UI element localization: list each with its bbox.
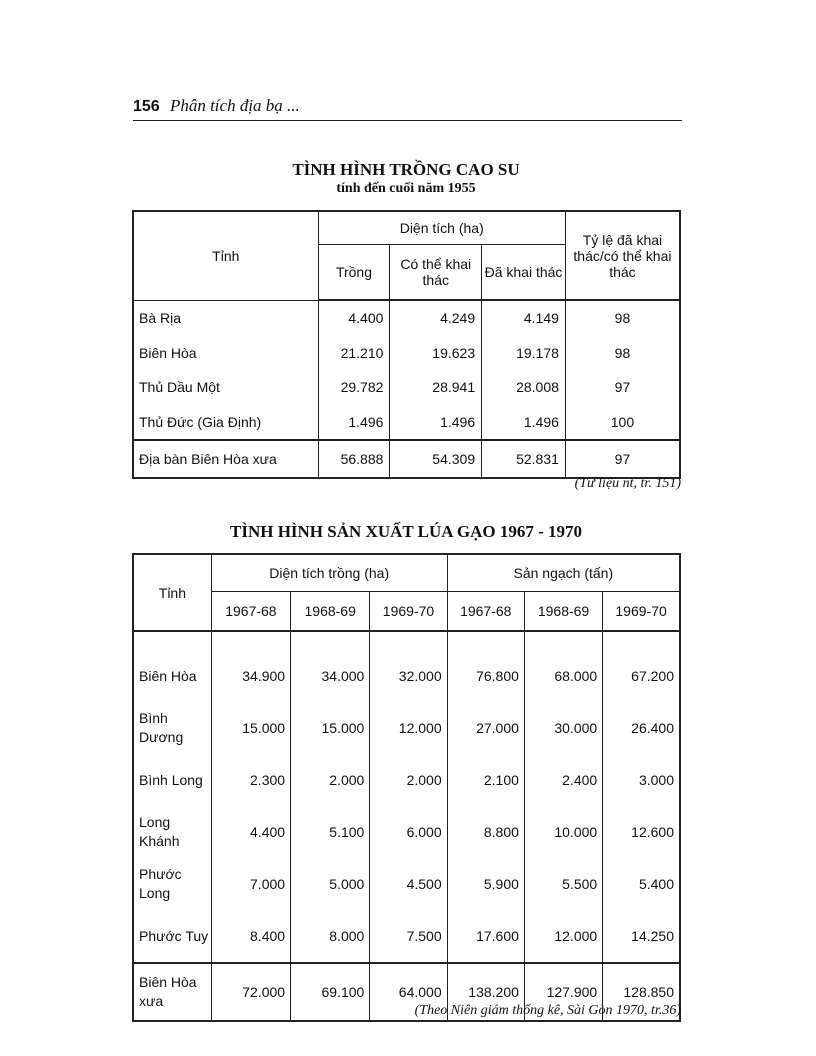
rice-table-title: TÌNH HÌNH SẢN XUẤT LÚA GẠO 1967 - 1970: [229, 522, 582, 541]
header-year: 1968-69: [291, 592, 370, 632]
exploitable-cell: 54.309: [390, 440, 482, 478]
table-row: [133, 754, 680, 806]
value-cell: 5.500: [524, 858, 602, 910]
row-name: Bà Rịa: [133, 300, 318, 336]
value-cell: 5.900: [447, 858, 524, 910]
exploitable-cell: 19.623: [390, 336, 482, 371]
header-year: 1967-68: [447, 592, 524, 632]
header-exploitable: Có thể khai thác: [390, 245, 482, 301]
value-cell: 12.000: [370, 702, 447, 754]
header-output-group: Sản ngạch (tấn): [447, 554, 680, 592]
value-cell: 2.000: [370, 754, 447, 806]
table-row: [133, 300, 680, 336]
header-year: 1967-68: [211, 592, 290, 632]
row-name: Thủ Dầu Một: [133, 370, 318, 405]
exploitable-cell: 28.941: [390, 370, 482, 405]
planted-cell: 56.888: [318, 440, 390, 478]
table-row: [133, 370, 680, 405]
value-cell: 15.000: [291, 702, 370, 754]
header-year: 1968-69: [524, 592, 602, 632]
value-cell: 67.200: [603, 650, 680, 702]
value-cell: 5.000: [291, 858, 370, 910]
planted-cell: 1.496: [318, 405, 390, 441]
exploited-cell: 1.496: [482, 405, 566, 441]
row-name: Phước Tuy: [133, 910, 211, 963]
value-cell: 17.600: [447, 910, 524, 963]
value-cell: 34.000: [291, 650, 370, 702]
ratio-cell: 100: [565, 405, 680, 441]
planted-cell: 21.210: [318, 336, 390, 371]
value-cell: 7.000: [211, 858, 290, 910]
table-row: [133, 910, 680, 963]
rubber-table-heading: [130, 160, 682, 197]
header-exploited: Đã khai thác: [482, 245, 566, 301]
planted-cell: 4.400: [318, 300, 390, 336]
rubber-table-source: (Tư liệu nt, tr. 151): [574, 476, 681, 491]
value-cell: 2.300: [211, 754, 290, 806]
ratio-cell: 97: [565, 440, 680, 478]
value-cell: 5.100: [291, 806, 370, 858]
row-name: Biên Hòa: [133, 336, 318, 371]
table-row: [133, 806, 680, 858]
exploited-cell: 28.008: [482, 370, 566, 405]
value-cell: 3.000: [603, 754, 680, 806]
value-cell: 4.500: [370, 858, 447, 910]
row-name: Biên Hòa: [133, 650, 211, 702]
value-cell: 8.400: [211, 910, 290, 963]
rice-table: [132, 553, 681, 1022]
header-year: 1969-70: [370, 592, 447, 632]
value-cell: 30.000: [524, 702, 602, 754]
row-name: Bình Dương: [133, 702, 211, 754]
table-row: [133, 336, 680, 371]
value-cell: 32.000: [370, 650, 447, 702]
value-cell: 12.600: [603, 806, 680, 858]
value-cell: 2.100: [447, 754, 524, 806]
header-area-group: Diện tích trồng (ha): [211, 554, 447, 592]
row-name: Biên Hòa xưa: [133, 963, 211, 1021]
value-cell: 69.100: [291, 963, 370, 1021]
page-header: [133, 96, 682, 121]
value-cell: 128.850: [603, 963, 680, 1021]
value-cell: 68.000: [524, 650, 602, 702]
header-year: 1969-70: [603, 592, 680, 632]
value-cell: 8.000: [291, 910, 370, 963]
rice-table-source: (Theo Niên giám thống kê, Sài Gòn 1970, tr.36): [414, 1003, 681, 1018]
header-area-group: Diện tích (ha): [318, 211, 565, 245]
exploited-cell: 19.178: [482, 336, 566, 371]
value-cell: 7.500: [370, 910, 447, 963]
exploited-cell: 52.831: [482, 440, 566, 478]
ratio-cell: 98: [565, 300, 680, 336]
table-row: [133, 650, 680, 702]
row-name: Bình Long: [133, 754, 211, 806]
page-number: 156: [133, 98, 160, 115]
ratio-cell: 98: [565, 336, 680, 371]
exploitable-cell: 1.496: [390, 405, 482, 441]
table-row: [133, 858, 680, 910]
value-cell: 138.200: [447, 963, 524, 1021]
exploitable-cell: 4.249: [390, 300, 482, 336]
value-cell: 5.400: [603, 858, 680, 910]
ratio-cell: 97: [565, 370, 680, 405]
value-cell: 6.000: [370, 806, 447, 858]
header-province: Tỉnh: [133, 554, 211, 631]
row-name: Thủ Đức (Gia Định): [133, 405, 318, 441]
header-province: Tỉnh: [133, 211, 318, 300]
value-cell: 26.400: [603, 702, 680, 754]
rubber-table-title: TÌNH HÌNH TRỒNG CAO SU: [292, 160, 520, 179]
table-row: [133, 405, 680, 441]
running-title: Phân tích địa bạ ...: [169, 96, 300, 115]
rubber-table: [132, 210, 681, 479]
exploited-cell: 4.149: [482, 300, 566, 336]
value-cell: 76.800: [447, 650, 524, 702]
value-cell: 34.900: [211, 650, 290, 702]
planted-cell: 29.782: [318, 370, 390, 405]
total-row: [133, 440, 680, 478]
table-row: [133, 702, 680, 754]
value-cell: 64.000: [370, 963, 447, 1021]
value-cell: 10.000: [524, 806, 602, 858]
row-name: Phước Long: [133, 858, 211, 910]
value-cell: 72.000: [211, 963, 290, 1021]
value-cell: 4.400: [211, 806, 290, 858]
row-name: Long Khánh: [133, 806, 211, 858]
value-cell: 2.000: [291, 754, 370, 806]
value-cell: 15.000: [211, 702, 290, 754]
value-cell: 27.000: [447, 702, 524, 754]
row-name: Địa bàn Biên Hòa xưa: [133, 440, 318, 478]
value-cell: 8.800: [447, 806, 524, 858]
value-cell: 127.900: [524, 963, 602, 1021]
rubber-table-subtitle: tính đến cuối năm 1955: [336, 181, 476, 196]
value-cell: 12.000: [524, 910, 602, 963]
value-cell: 14.250: [603, 910, 680, 963]
header-ratio: Tỷ lệ đã khai thác/có thể khai thác: [565, 211, 680, 300]
value-cell: 2.400: [524, 754, 602, 806]
header-planted: Trồng: [318, 245, 390, 301]
